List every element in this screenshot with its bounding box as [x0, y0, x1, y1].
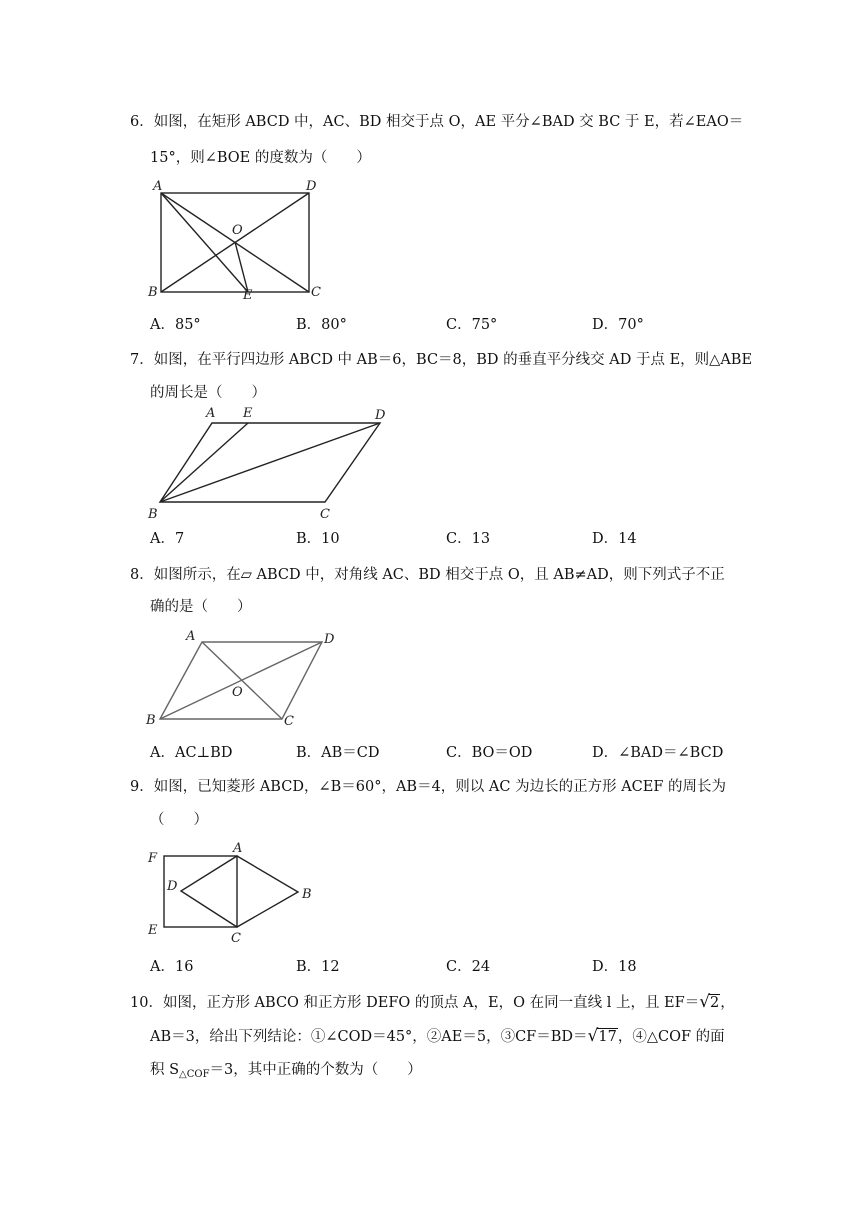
question-9-text-line2: （ ） — [150, 812, 208, 828]
option-c[interactable]: C．75° — [446, 317, 498, 333]
question-8-options — [150, 743, 750, 763]
question-7-text-line1: 7．如图，在平行四边形 ABCD 中 AB＝6，BC＝8，BD 的垂直平分线交 AD 于点 E，则△ABE — [130, 352, 753, 368]
question-8-figure — [140, 624, 350, 730]
question-10-line3-text: 积 S — [150, 1062, 180, 1078]
option-d[interactable]: D．14 — [592, 531, 637, 547]
option-b[interactable]: B．10 — [296, 531, 340, 547]
label-e: E — [148, 923, 158, 938]
question-7-options — [150, 529, 750, 549]
subscript-cof: △COF — [179, 1069, 210, 1080]
option-b[interactable]: B．12 — [296, 959, 340, 975]
option-a[interactable]: A．16 — [150, 959, 194, 975]
label-c: C — [311, 285, 321, 300]
question-9-text-line1: 9．如图，已知菱形 ABCD，∠B＝60°，AB＝4，则以 AC 为边长的正方形 ACEF 的周长为 — [130, 779, 727, 795]
label-a: A — [206, 406, 216, 421]
label-f: F — [148, 851, 158, 866]
question-7-text-line2: 的周长是（ ） — [150, 385, 266, 401]
sqrt-sign: √ — [587, 1026, 599, 1046]
question-6-text-line1: 6．如图，在矩形 ABCD 中，AC、BD 相交于点 O，AE 平分∠BAD 交 BC 于 E，若∠EAO＝ — [130, 114, 744, 130]
option-a[interactable]: A．85° — [150, 317, 201, 333]
diagonal-bd — [160, 642, 322, 719]
label-c: C — [231, 931, 241, 946]
question-6-figure — [140, 176, 340, 304]
label-d: D — [375, 408, 386, 423]
label-b: B — [146, 713, 156, 728]
question-6-text-line2: 15°，则∠BOE 的度数为（ ） — [150, 150, 371, 166]
label-a: A — [233, 841, 243, 856]
question-9-options — [150, 957, 750, 977]
option-a[interactable]: A．7 — [150, 531, 185, 547]
label-d: D — [167, 879, 178, 894]
question-7-figure — [140, 402, 400, 524]
option-d[interactable]: D．18 — [592, 959, 637, 975]
label-o: O — [232, 685, 243, 700]
question-10-line1-text: 10．如图，正方形 ABCO 和正方形 DEFO 的顶点 A，E，O 在同一直线 l 上，且 EF＝ — [130, 995, 700, 1011]
label-b: B — [148, 285, 158, 300]
diagonal-bd — [160, 423, 380, 502]
option-b[interactable]: B．80° — [296, 317, 347, 333]
rhombus-abcd — [181, 856, 298, 927]
question-10-line2-text: AB＝3，给出下列结论：①∠COD＝45°，②AE＝5，③CF＝BD＝ — [150, 1029, 588, 1045]
question-9-figure — [140, 838, 330, 948]
option-c[interactable]: C．24 — [446, 959, 491, 975]
question-10-text-line1 — [130, 992, 735, 1013]
option-b[interactable]: B．AB＝CD — [296, 745, 380, 761]
label-c: C — [320, 507, 330, 522]
label-b: B — [148, 507, 158, 522]
question-10-text-line2 — [150, 1026, 725, 1047]
question-10-text-line3 — [150, 1060, 422, 1085]
option-c[interactable]: C．13 — [446, 531, 491, 547]
question-10-line2-end: ，④△COF 的面 — [617, 1029, 725, 1045]
sqrt-radicand: 17 — [598, 1029, 617, 1045]
question-8-text-line2: 确的是（ ） — [150, 599, 252, 615]
label-e: E — [243, 406, 253, 421]
option-c[interactable]: C．BO＝OD — [446, 745, 533, 761]
sqrt-radicand: 2 — [710, 995, 720, 1011]
label-e: E — [243, 288, 253, 303]
question-10-line1-end: ， — [720, 995, 735, 1011]
label-a: A — [186, 629, 196, 644]
label-o: O — [232, 223, 243, 238]
label-d: D — [324, 632, 335, 647]
option-d[interactable]: D．70° — [592, 317, 644, 333]
sqrt-sign: √ — [699, 992, 711, 1012]
option-d[interactable]: D．∠BAD＝∠BCD — [592, 745, 724, 761]
label-a: A — [153, 179, 163, 194]
question-10-line3-end: ＝3，其中正确的个数为（ ） — [209, 1062, 422, 1078]
option-a[interactable]: A．AC⊥BD — [150, 745, 233, 761]
question-6-options — [150, 315, 750, 335]
label-b: B — [302, 887, 312, 902]
label-c: C — [284, 714, 294, 729]
question-8-text-line1: 8．如图所示，在▱ ABCD 中，对角线 AC、BD 相交于点 O，且 AB≠AD，则下列式子不正 — [130, 567, 725, 583]
label-d: D — [306, 179, 317, 194]
